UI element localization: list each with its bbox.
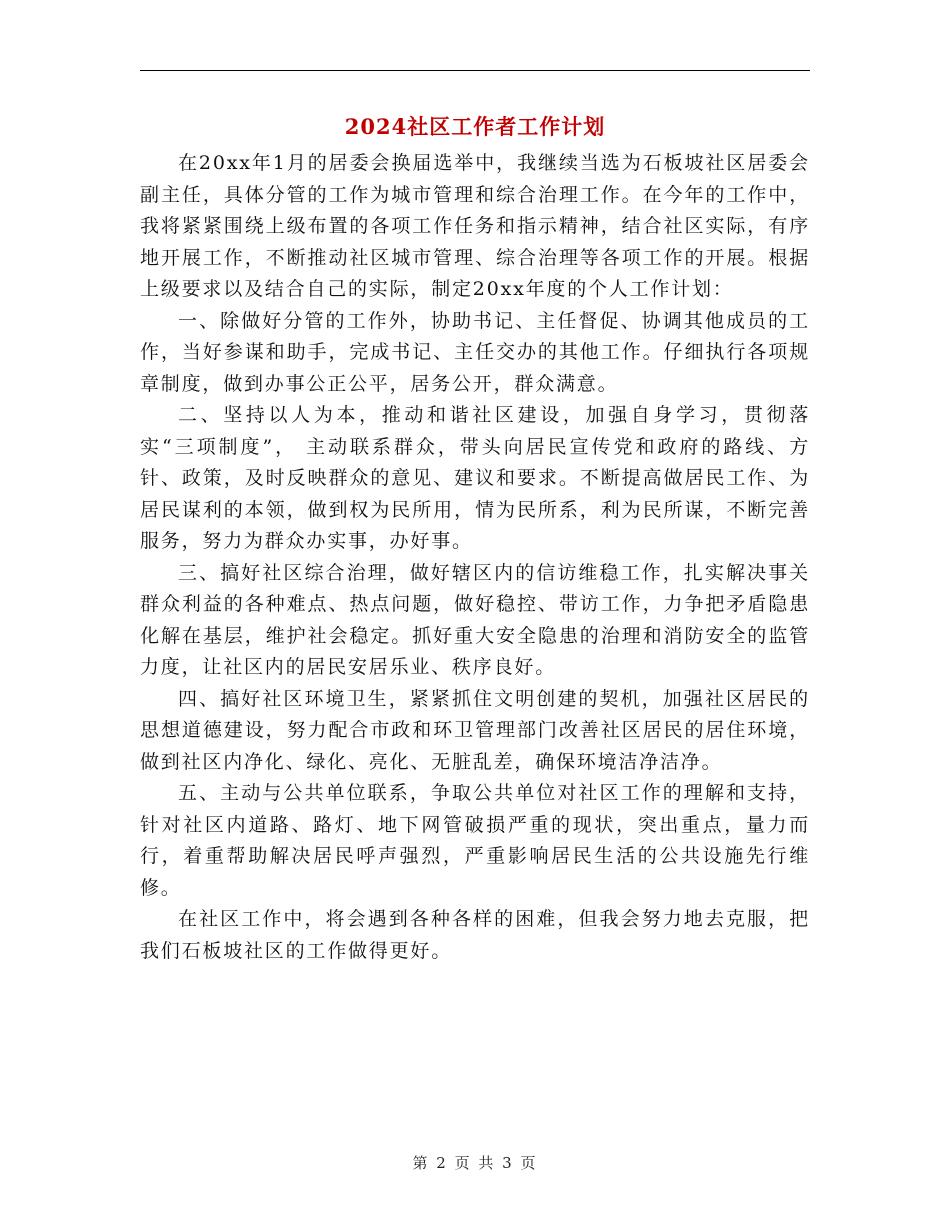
paragraph-item-3: 三、搞好社区综合治理，做好辖区内的信访维稳工作，扎实解决事关群众利益的各种难点、热点问题，做好稳控、带访工作，力争把矛盾隐患化解在基层，维护社会稳定。抓好重大安全隐患的治理和消防安全的监管力度，让社区内的居民安居乐业、秩序良好。 [140, 561, 810, 678]
paragraph-item-1: 一、除做好分管的工作外，协助书记、主任督促、协调其他成员的工作，当好参谋和助手，完成书记、主任交办的其他工作。仔细执行各项规章制度，做到办事公正公平，居务公开，群众满意。 [140, 309, 810, 395]
document-title: 2024社区工作者工作计划 [344, 114, 606, 139]
page-number-footer: 第 2 页 共 3 页 [412, 1154, 538, 1172]
paragraph-item-2: 二、坚持以人为本，推动和谐社区建设，加强自身学习，贯彻落实“三项制度”， 主动联系群众，带头向居民宣传党和政府的路线、方针、政策，及时反映群众的意见、建议和要求。不断提高做居民工作、为居民谋利的本领，做到权为民所用，情为民所系，利为民所谋，不断完善服务，努力为群众办实事，办好事。 [140, 404, 810, 552]
header-rule [140, 70, 810, 71]
document-body [140, 148, 810, 967]
paragraph-intro: 在20xx年1月的居委会换届选举中，我继续当选为石板坡社区居委会副主任，具体分管的工作为城市管理和综合治理工作。在今年的工作中，我将紧紧围绕上级布置的各项工作任务和指示精神，结合社区实际，有序地开展工作，不断推动社区城市管理、综合治理等各项工作的开展。根据上级要求以及结合自己的实际，制定20xx年度的个人工作计划： [140, 152, 810, 300]
paragraph-item-4: 四、搞好社区环境卫生，紧紧抓住文明创建的契机，加强社区居民的思想道德建设，努力配合市政和环卫管理部门改善社区居民的居住环境，做到社区内净化、绿化、亮化、无脏乱差，确保环境洁净洁净。 [140, 687, 810, 773]
paragraph-item-5: 五、主动与公共单位联系，争取公共单位对社区工作的理解和支持，针对社区内道路、路灯、地下网管破损严重的现状，突出重点，量力而行，着重帮助解决居民呼声强烈，严重影响居民生活的公共设施先行维修。 [140, 782, 810, 899]
paragraph-conclusion: 在社区工作中，将会遇到各种各样的困难，但我会努力地去克服，把我们石板坡社区的工作做得更好。 [140, 908, 810, 962]
